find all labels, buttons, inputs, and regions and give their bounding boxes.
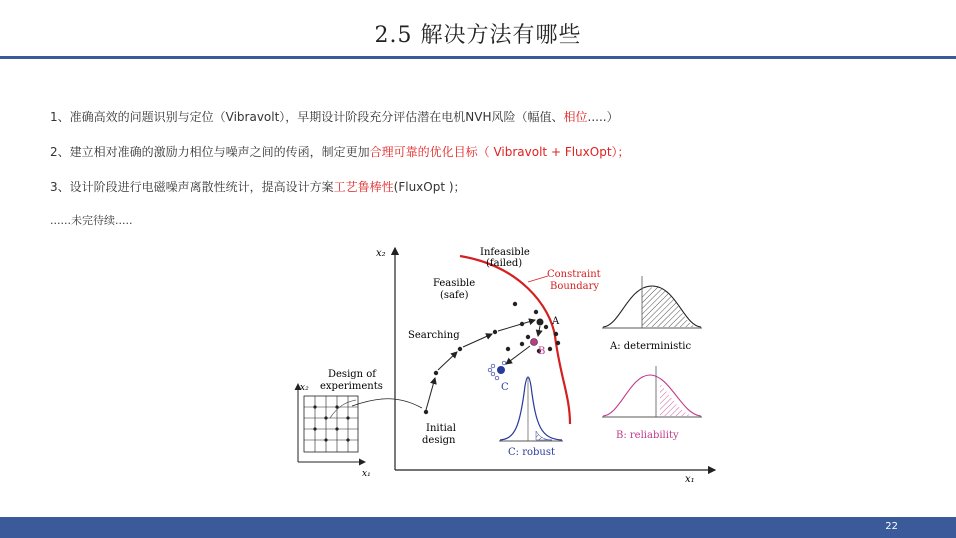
point-2-tail: （ Vibravolt + FluxOpt）； — [477, 145, 630, 159]
point-1-highlight: 相位 — [563, 110, 588, 124]
doe-title-2: experiments — [320, 381, 383, 392]
point-1-text: 1、准确高效的问题识别与定位（Vibravolt），早期设计阶段充分评估潜在电机NVH风险（幅值、 — [50, 110, 564, 124]
title-divider — [0, 56, 956, 59]
deterministic-distribution — [602, 276, 702, 328]
infeasible-label: Infeasible — [480, 247, 530, 258]
main-x2-label: x₂ — [376, 248, 386, 259]
constraint-label: Constraint — [547, 269, 601, 280]
to-be-continued: ......未完待续..... — [50, 214, 133, 227]
footer-bar — [0, 517, 956, 538]
failed-label: (failed) — [486, 258, 523, 269]
initial-label: Initial — [426, 423, 456, 434]
page-number: 22 — [885, 521, 898, 532]
robust-label: C: robust — [508, 447, 555, 458]
point-c-cluster — [488, 361, 506, 380]
doe-x2-label: x₂ — [300, 383, 309, 393]
page-title: 2.5 解决方法有哪些 — [374, 23, 582, 48]
point-3-text: 3、设计阶段进行电磁噪声离散性统计，提高设计方案 — [50, 180, 334, 194]
doe-x1-label: x₁ — [362, 469, 371, 479]
deterministic-label: A: deterministic — [610, 341, 692, 352]
safe-label: (safe) — [440, 290, 469, 301]
point-b-marker — [531, 339, 538, 346]
point-1-tail: .....） — [587, 110, 619, 124]
boundary-pointer — [528, 276, 548, 282]
point-b-label: B — [538, 346, 546, 357]
point-3-tail: (FluxOpt )； — [393, 180, 466, 194]
reliability-distribution — [602, 366, 702, 417]
doe-grid — [298, 384, 422, 462]
point-3-highlight: 工艺鲁棒性 — [333, 180, 394, 194]
optimization-diagram — [290, 236, 720, 486]
point-c-label: C — [501, 382, 509, 393]
main-x1-label: x₁ — [685, 474, 695, 485]
point-3 — [50, 178, 466, 195]
design-label: design — [422, 435, 456, 446]
point-1 — [50, 108, 619, 125]
point-a-marker — [537, 319, 544, 326]
point-2-highlight: 合理可靠的优化目标 — [369, 145, 478, 159]
searching-label: Searching — [408, 330, 460, 341]
boundary-label: Boundary — [550, 281, 600, 292]
feasible-label: Feasible — [433, 278, 476, 289]
reliability-label: B: reliability — [616, 430, 679, 441]
point-a-label: A — [552, 316, 560, 327]
point-2-text: 2、建立相对准确的激励力相位与噪声之间的传函，制定更加 — [50, 145, 370, 159]
point-2 — [50, 143, 630, 160]
doe-title-1: Design of — [328, 369, 377, 380]
